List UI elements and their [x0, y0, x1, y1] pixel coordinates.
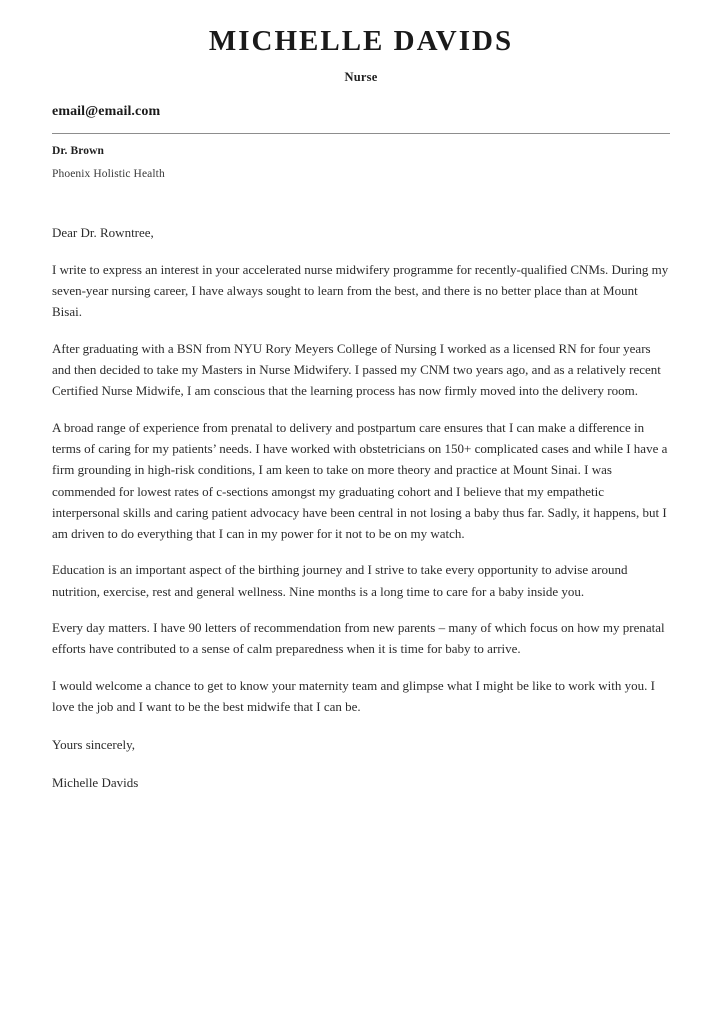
- body-paragraph: Education is an important aspect of the birthing journey and I strive to take every opportunity to advise around nutrition, exercise, rest and general wellness. Nine months is a long time to care for a baby inside you.: [52, 562, 628, 599]
- candidate-job-title: Nurse: [344, 69, 378, 84]
- body-paragraph: I write to express an interest in your accelerated nurse midwifery programme for recently-qualified CNMs. During my seven-year nursing career, I have always sought to learn from the best, and there is no better place than at Mount Bisai.: [52, 261, 669, 320]
- candidate-name: MICHELLE DAVIDS: [208, 25, 514, 57]
- letterhead: [52, 0, 670, 85]
- contact-info: [52, 102, 670, 120]
- recipient-name: Dr. Brown: [52, 144, 105, 157]
- body-paragraph: I would welcome a chance to get to know your maternity team and glimpse what I might be like to work with you. I love the job and I want to be the best midwife that I can be.: [52, 677, 655, 714]
- letter-body: [52, 222, 670, 793]
- recipient-block: [52, 145, 670, 180]
- body-paragraph: Every day matters. I have 90 letters of recommendation from new parents – many of which focus on how my prenatal efforts have contributed to a sense of calm preparedness when it is time for baby to arrive.: [52, 620, 665, 657]
- contact-email[interactable]: email@email.com: [52, 103, 161, 119]
- closing-phrase: Yours sincerely,: [52, 737, 136, 753]
- header-divider: [52, 133, 670, 134]
- recipient-organization: Phoenix Holistic Health: [52, 167, 165, 180]
- salutation: Dear Dr. Rowntree,: [52, 224, 154, 240]
- body-paragraph: After graduating with a BSN from NYU Rory Meyers College of Nursing I worked as a licensed RN for four years and then decided to take my Masters in Nurse Midwifery. I passed my CNM two years ago, and as a relatively recent Certified Nurse Midwife, I am conscious that the learning process has now firmly moved into the delivery room.: [52, 340, 661, 399]
- body-paragraph: A broad range of experience from prenatal to delivery and postpartum care ensures that I can make a difference in terms of caring for my patients’ needs. I have worked with obstetricians on 150+ complicated cases and while I have a firm grounding in high-risk conditions, I am keen to take on more theory and practice at Mount Sinai. I was commended for lowest rates of c-sections amongst my graduating cohort and I believe that my empathetic interpersonal skills and caring patient advocacy have been central in not losing a baby thus far. Sadly, it happens, but I am driven to do everything that I can in my power for it not to be on my watch.: [52, 419, 668, 542]
- signature-name: Michelle Davids: [52, 775, 139, 791]
